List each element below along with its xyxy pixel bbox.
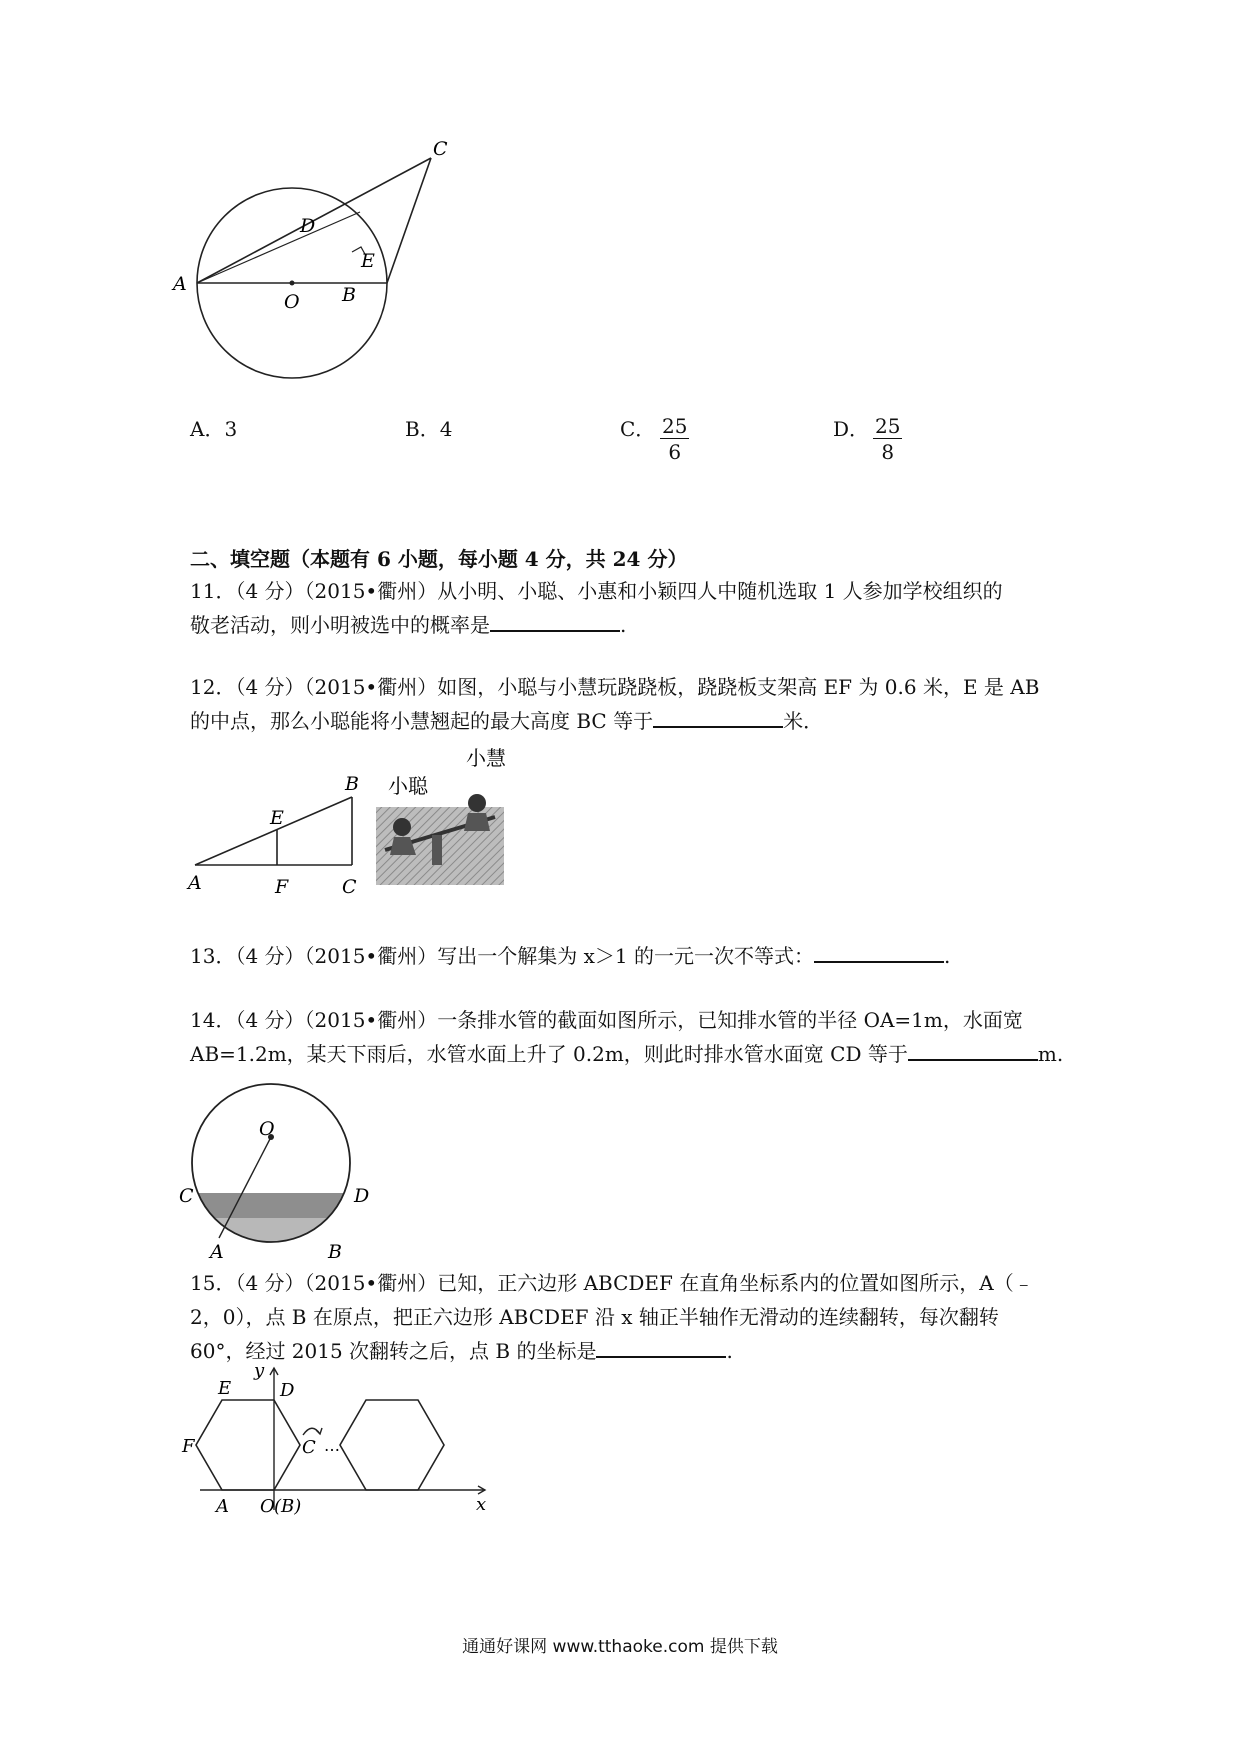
q15-text: 60°，经过 2015 次翻转之后，点 B 的坐标是 [190, 1339, 597, 1363]
label-o: O [284, 291, 300, 313]
q14-text: AB=1.2m，某天下雨后，水管水面上升了 0.2m，则此时排水管水面宽 CD 等于 [190, 1042, 908, 1066]
q15-label-d: D [280, 1380, 295, 1401]
option-c-fraction [660, 414, 689, 465]
option-c-numerator: 25 [662, 414, 688, 438]
option-d-numerator: 25 [875, 414, 901, 438]
q15-end: . [726, 1339, 733, 1363]
q12-answer-blank[interactable] [653, 704, 783, 728]
q14-label-b: B [328, 1241, 342, 1263]
figure-q15 [180, 1360, 500, 1530]
figure-q10 [173, 138, 500, 440]
option-d-letter: D． [833, 417, 870, 441]
label-a: A [173, 273, 187, 295]
option-d-fraction [873, 414, 902, 465]
q11-line1: 11．（4 分）（2015•衢州）从小明、小聪、小惠和小颖四人中随机选取 1 人参加学校组织的 [190, 579, 1003, 603]
q15-answer-blank[interactable] [596, 1334, 726, 1358]
option-a-value: 3 [224, 417, 238, 441]
label-e: E [361, 250, 375, 272]
q12-label-a: A [188, 872, 202, 894]
q14-label-c: C [179, 1185, 194, 1207]
q12-kid1: 小聪 [388, 774, 428, 798]
section-title: 二、填空题（本题有 6 小题，每小题 4 分，共 24 分） [190, 547, 688, 571]
q13-text: 13．（4 分）（2015•衢州）写出一个解集为 x＞1 的一元一次不等式： [190, 944, 814, 968]
option-b [405, 412, 452, 446]
option-c [620, 412, 655, 446]
q15-label-a: A [216, 1496, 229, 1517]
q13-answer-blank[interactable] [814, 939, 944, 963]
q12-line1: 12．（4 分）（2015•衢州）如图，小聪与小慧玩跷跷板，跷跷板支架高 EF 为 0.6 米，E 是 AB [190, 675, 1040, 699]
q11-answer-blank[interactable] [490, 608, 620, 632]
q14-answer-blank[interactable] [908, 1037, 1038, 1061]
label-d: D [300, 215, 316, 237]
q12-label-b: B [345, 773, 359, 795]
q15-label-f: F [182, 1436, 195, 1457]
label-b: B [342, 284, 356, 306]
q13-line1 [190, 939, 950, 973]
q12-label-f: F [275, 876, 289, 898]
q15-dots: … [324, 1436, 340, 1455]
q11-line2 [190, 608, 626, 642]
q12-end: 米． [783, 709, 824, 733]
q15-label-o: O [260, 1496, 275, 1517]
q13-end: . [943, 944, 951, 968]
q12-label-c: C [342, 876, 357, 898]
option-c-denominator: 6 [668, 440, 682, 464]
q12-line2 [190, 704, 823, 738]
q14-label-o: O [259, 1118, 275, 1140]
figure-q12 [180, 745, 520, 905]
figure-q14 [179, 1075, 400, 1263]
q11-text: 敬老活动，则小明被选中的概率是 [190, 613, 490, 637]
seesaw-picture [376, 794, 504, 885]
q12-kid2: 小慧 [466, 746, 506, 770]
page-footer: 通通好课网 www.tthaoke.com 提供下载 [462, 1637, 778, 1657]
q15-label-e: E [218, 1378, 232, 1399]
q14-label-d: D [354, 1185, 370, 1207]
q15-label-y: y [254, 1360, 265, 1381]
q15-line2: 2，0），点 B 在原点，把正六边形 ABCDEF 沿 x 轴正半轴作无滑动的连续翻转，每次翻转 [190, 1305, 999, 1329]
q15-label-c: C [302, 1437, 316, 1458]
option-c-letter: C． [620, 417, 656, 441]
option-a-letter: A． [190, 417, 225, 441]
label-c: C [433, 138, 448, 160]
q15-label-b: (B) [274, 1496, 302, 1517]
q11-end: . [620, 613, 627, 637]
q15-line1: 15．（4 分）（2015•衢州）已知，正六边形 ABCDEF 在直角坐标系内的位置如图所示，A（﹣ [190, 1271, 1034, 1295]
option-b-value: 4 [439, 417, 453, 441]
q14-line2 [190, 1037, 1063, 1071]
q12-text: 的中点，那么小聪能将小慧翘起的最大高度 BC 等于 [190, 709, 654, 733]
option-a [190, 412, 237, 446]
q14-end: m. [1037, 1042, 1064, 1066]
q12-label-e: E [270, 807, 284, 829]
option-d-denominator: 8 [881, 440, 895, 464]
q14-label-a: A [210, 1241, 224, 1263]
option-b-letter: B． [405, 417, 440, 441]
q15-label-x: x [476, 1494, 487, 1515]
q14-line1: 14．（4 分）（2015•衢州）一条排水管的截面如图所示，已知排水管的半径 OA=1m，水面宽 [190, 1008, 1023, 1032]
option-d [833, 412, 869, 446]
